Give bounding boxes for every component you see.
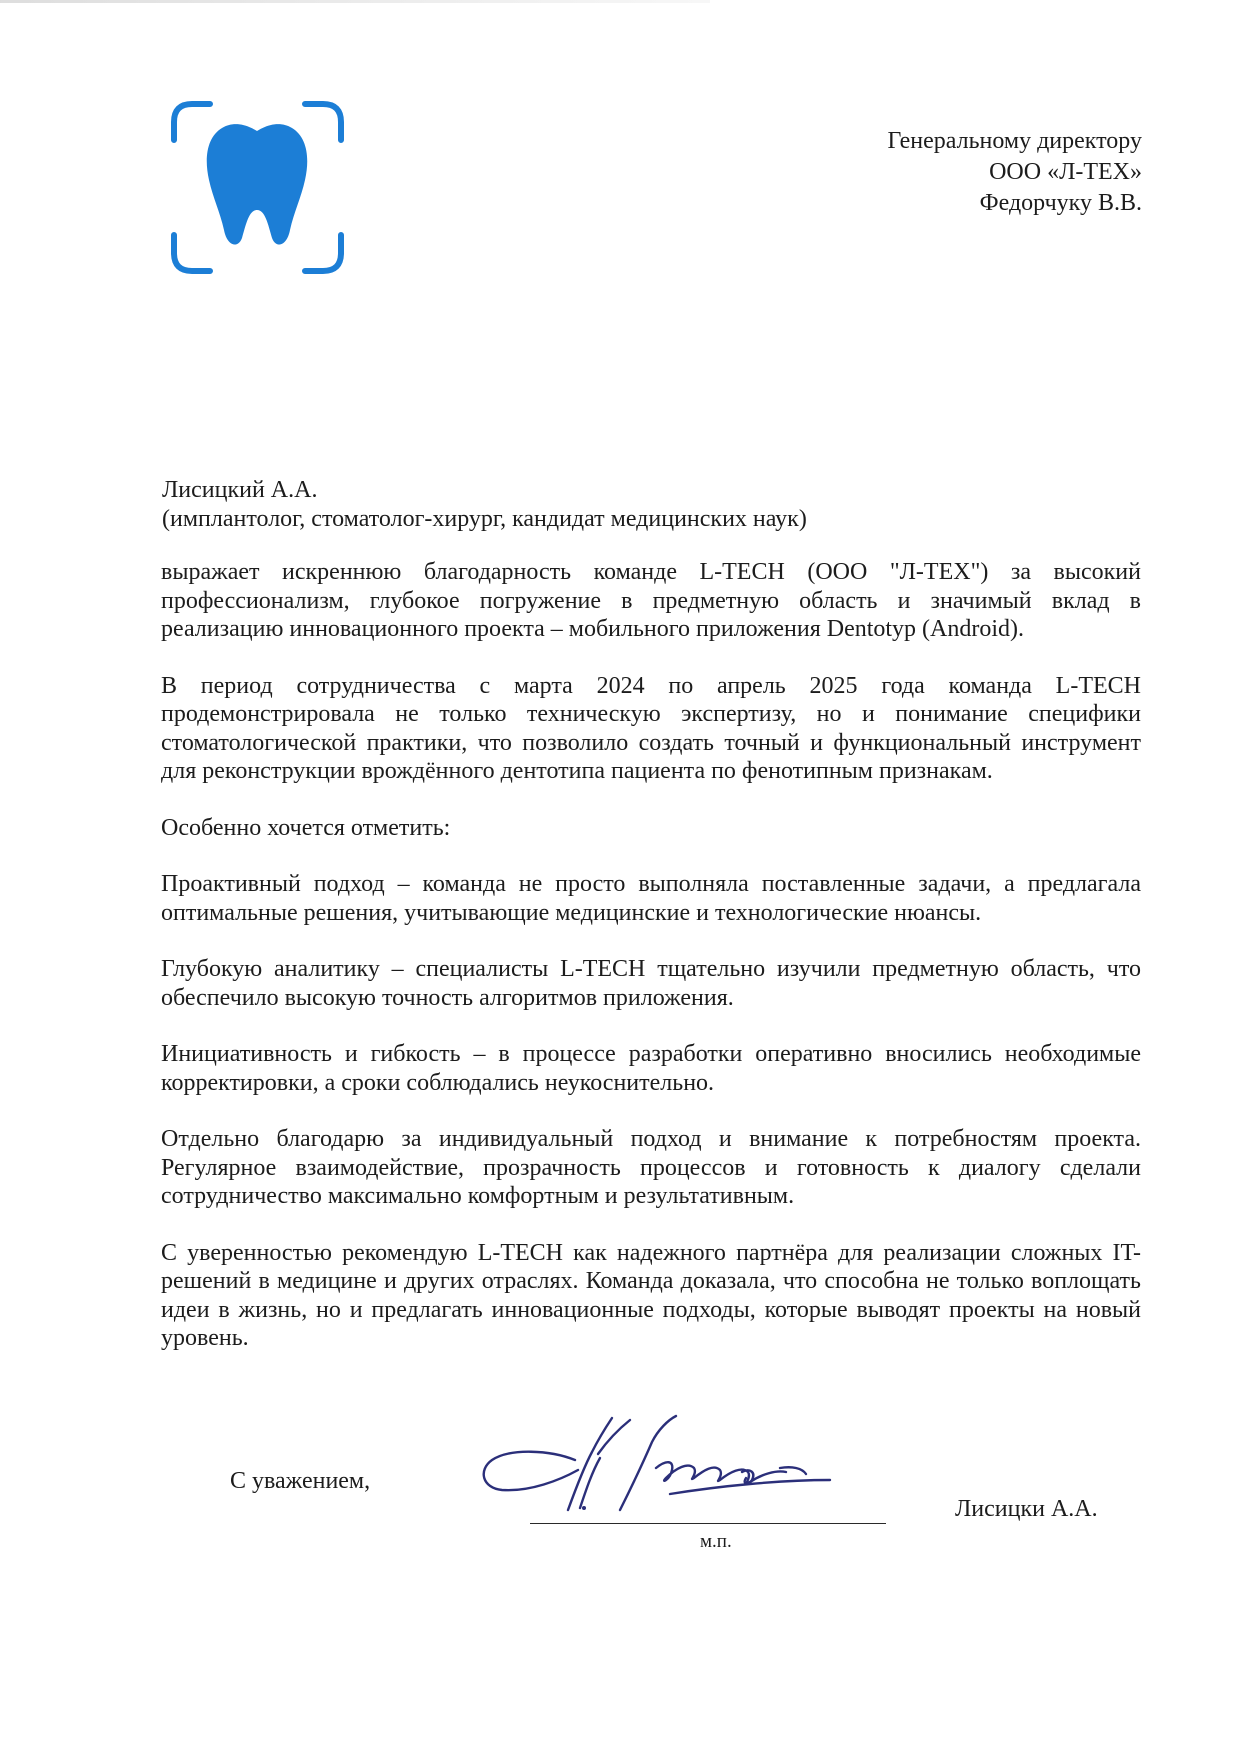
closing-regards: С уважением,	[230, 1468, 371, 1494]
sender-credentials: (имплантолог, стоматолог-хирург, кандидат медицинских наук)	[162, 506, 807, 532]
sender-block	[162, 476, 807, 534]
paragraph-cooperation: В период сотрудничества с марта 2024 по апрель 2025 года команда L-TECH продемонстрировала не только техническую экспертизу, но и понимание специфики стоматологической практики, что позволило создать точный и функциональный инструмент для реконструкции врождённого дентотипа пациента по фенотипным признакам.	[161, 672, 1141, 784]
sender-name: Лисицкий А.А.	[162, 477, 318, 503]
paragraph-individual-approach: Отдельно благодарю за индивидуальный подход и внимание к потребностям проекта. Регулярное взаимодействие, прозрачность процессов и готовность к диалогу сделали сотрудничество максимально комфортным и результативным.	[161, 1126, 1141, 1209]
paragraph-flexibility: Инициативность и гибкость – в процессе разработки оперативно вносились необходимые корректировки, а сроки соблюдались неукоснительно.	[161, 1041, 1141, 1096]
scan-edge-artifact	[0, 0, 710, 3]
paragraph-gratitude: выражает искреннюю благодарность команде L-TECH (ООО "Л-ТЕХ") за высокий профессионализм, глубокое погружение в предметную область и значимый вклад в реализацию инновационного проекта – мобильного приложения Dentotyp (Android).	[161, 559, 1141, 642]
stamp-place-label: м.п.	[700, 1531, 732, 1552]
tooth-icon	[170, 100, 345, 275]
paragraph-analytics: Глубокую аналитику – специалисты L-TECH тщательно изучили предметную область, что обеспечило высокую точность алгоритмов приложения.	[161, 956, 1141, 1011]
tooth-logo	[170, 100, 345, 275]
addressee-name: Федорчуку В.В.	[979, 190, 1142, 216]
paragraph-highlights-intro: Особенно хочется отметить:	[161, 814, 451, 841]
paragraph-proactive: Проактивный подход – команда не просто выполняла поставленные задачи, а предлагала оптимальные решения, учитывающие медицинские и технологические нюансы.	[161, 871, 1141, 926]
addressee-block	[888, 126, 1142, 219]
signer-name: Лисицки А.А.	[955, 1496, 1098, 1522]
letter-body	[161, 558, 1141, 1381]
addressee-company: ООО «Л-ТЕХ»	[989, 159, 1142, 185]
paragraph-recommendation: С уверенностью рекомендую L-TECH как надежного партнёра для реализации сложных IT-решений в медицине и других отраслях. Команда доказала, что способна не только воплощать идеи в жизнь, но и предлагать инновационные подходы, которые выводят проекты на новый уровень.	[161, 1239, 1141, 1351]
addressee-position: Генеральному директору	[887, 128, 1142, 154]
handwritten-signature	[480, 1410, 890, 1530]
signature-line	[530, 1523, 886, 1524]
